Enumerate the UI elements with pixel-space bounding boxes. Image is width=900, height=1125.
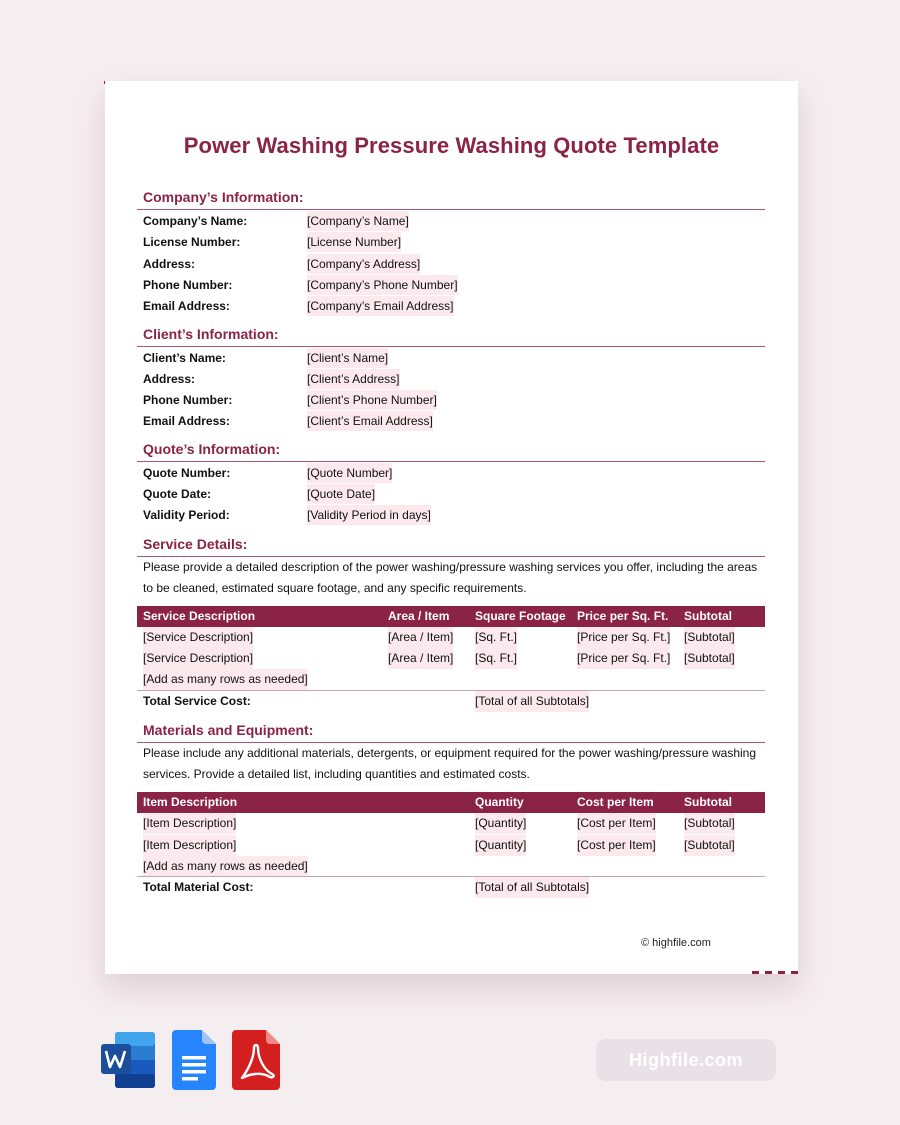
company-address-row <box>143 254 763 274</box>
validity-period-row <box>143 505 763 525</box>
column-header: Service Description <box>143 609 256 623</box>
field-value[interactable]: [Company’s Name] <box>307 211 409 231</box>
column-header: Area / Item <box>388 609 450 623</box>
materials-heading: Materials and Equipment: <box>143 722 314 738</box>
company-phone-row <box>143 275 763 295</box>
field-label: Email Address: <box>143 299 230 313</box>
google-docs-icon[interactable] <box>172 1030 216 1095</box>
field-value[interactable]: [Client’s Phone Number] <box>307 390 437 410</box>
table-cell[interactable]: [Cost per Item] <box>577 813 656 834</box>
table-row <box>137 669 765 690</box>
table-cell[interactable]: [Sq. Ft.] <box>475 627 517 648</box>
field-label: Phone Number: <box>143 393 233 407</box>
table-cell[interactable]: [Subtotal] <box>684 813 735 834</box>
column-header: Quantity <box>475 795 524 809</box>
table-cell[interactable]: [Service Description] <box>143 627 253 648</box>
table-cell[interactable]: [Item Description] <box>143 813 236 834</box>
total-value[interactable]: [Total of all Subtotals] <box>475 691 589 712</box>
document-page <box>105 81 798 974</box>
word-icon[interactable] <box>101 1030 157 1095</box>
section-divider <box>137 346 765 347</box>
client-name-row <box>143 348 763 368</box>
field-value[interactable]: [Quote Number] <box>307 463 392 483</box>
table-cell[interactable]: [Subtotal] <box>684 627 735 648</box>
field-label: Quote Date: <box>143 487 212 501</box>
column-header: Cost per Item <box>577 795 654 809</box>
pdf-icon[interactable] <box>232 1030 280 1095</box>
field-value[interactable]: [Company’s Phone Number] <box>307 275 458 295</box>
quote-number-row <box>143 463 763 483</box>
field-value[interactable]: [License Number] <box>307 232 401 252</box>
field-label: Email Address: <box>143 414 230 428</box>
table-cell[interactable]: [Area / Item] <box>388 648 453 669</box>
table-cell[interactable]: [Price per Sq. Ft.] <box>577 648 670 669</box>
copyright-text: © highfile.com <box>641 937 711 949</box>
field-label: Client’s Name: <box>143 351 226 365</box>
table-cell[interactable]: [Price per Sq. Ft.] <box>577 627 670 648</box>
add-rows-note[interactable]: [Add as many rows as needed] <box>143 669 308 690</box>
total-label: Total Service Cost: <box>143 694 251 708</box>
column-header: Item Description <box>143 795 238 809</box>
field-value[interactable]: [Company’s Address] <box>307 254 420 274</box>
materials-description-text: Please include any additional materials, detergents, or equipment required for the power washing/pressure washing services. Provide a detailed list, including quantities and estimated costs. <box>143 746 757 781</box>
total-label: Total Material Cost: <box>143 880 254 894</box>
client-address-row <box>143 369 763 389</box>
field-value[interactable]: [Quote Date] <box>307 484 375 504</box>
service-description-text: Please provide a detailed description of the power washing/pressure washing services you offer, including the areas to be cleaned, estimated square footage, and any specific requirements. <box>143 560 758 595</box>
field-value[interactable]: [Client’s Name] <box>307 348 388 368</box>
section-divider <box>137 209 765 210</box>
license-number-row <box>143 232 763 252</box>
field-label: Company’s Name: <box>143 214 248 228</box>
table-cell[interactable]: [Subtotal] <box>684 648 735 669</box>
table-cell[interactable]: [Area / Item] <box>388 627 453 648</box>
table-row <box>137 835 765 856</box>
table-row <box>137 813 765 834</box>
client-email-row <box>143 411 763 431</box>
field-value[interactable]: [Validity Period in days] <box>307 505 431 525</box>
field-label: Address: <box>143 257 196 271</box>
service-table-header <box>137 606 765 627</box>
field-label: Validity Period: <box>143 508 230 522</box>
document-title: Power Washing Pressure Washing Quote Template <box>183 133 720 158</box>
table-cell[interactable]: [Service Description] <box>143 648 253 669</box>
total-value[interactable]: [Total of all Subtotals] <box>475 877 589 898</box>
company-email-row <box>143 296 763 316</box>
table-cell[interactable]: [Sq. Ft.] <box>475 648 517 669</box>
client-phone-row <box>143 390 763 410</box>
section-divider <box>137 461 765 462</box>
quote-info-heading: Quote’s Information: <box>143 441 281 457</box>
column-header: Subtotal <box>684 609 732 623</box>
table-row <box>137 627 765 648</box>
table-cell[interactable]: [Item Description] <box>143 835 236 856</box>
table-cell[interactable]: [Cost per Item] <box>577 835 656 856</box>
field-label: Phone Number: <box>143 278 233 292</box>
add-rows-note[interactable]: [Add as many rows as needed] <box>143 856 308 877</box>
material-total-row <box>137 877 765 898</box>
company-name-row <box>143 211 763 231</box>
client-info-heading: Client’s Information: <box>143 326 279 342</box>
field-label: License Number: <box>143 235 241 249</box>
service-details-heading: Service Details: <box>143 536 248 552</box>
highfile-brand-button[interactable]: Highfile.com <box>596 1039 776 1081</box>
field-label: Quote Number: <box>143 466 231 480</box>
field-value[interactable]: [Client’s Address] <box>307 369 400 389</box>
materials-table-header <box>137 792 765 813</box>
table-cell[interactable]: [Quantity] <box>475 813 526 834</box>
table-cell[interactable]: [Subtotal] <box>684 835 735 856</box>
field-value[interactable]: [Client’s Email Address] <box>307 411 433 431</box>
table-row <box>137 648 765 669</box>
table-cell[interactable]: [Quantity] <box>475 835 526 856</box>
column-header: Price per Sq. Ft. <box>577 609 669 623</box>
quote-date-row <box>143 484 763 504</box>
service-total-row <box>137 691 765 712</box>
column-header: Subtotal <box>684 795 732 809</box>
field-value[interactable]: [Company’s Email Address] <box>307 296 454 316</box>
field-label: Address: <box>143 372 196 386</box>
decorative-dash-bottom-right <box>752 971 798 974</box>
column-header: Square Footage <box>475 609 566 623</box>
table-row <box>137 856 765 877</box>
company-info-heading: Company’s Information: <box>143 189 304 205</box>
